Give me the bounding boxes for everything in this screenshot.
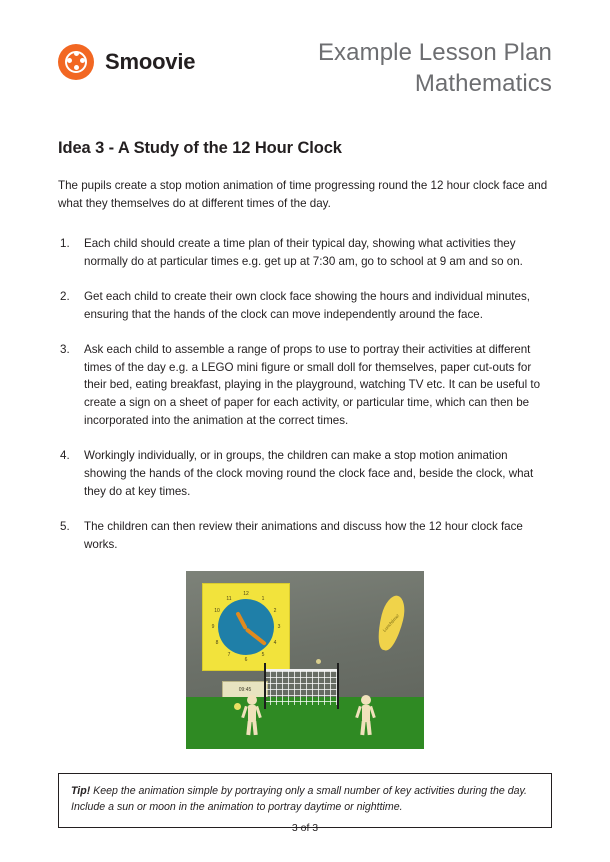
clock-numeral: 7 (227, 652, 231, 659)
clock-numeral: 6 (244, 657, 248, 664)
list-item: Ask each child to assemble a range of props to use to portray their activities at different times of the day e.g. a LEGO mini figure or small doll for themselves, paper cut-outs for their bed, eating breakfast, playing in the playground, watching TV etc. It can be useful to create a sign on a sheet of paper for each activity, or particular time, which can then be incorporated into the animation at the correct times. (84, 342, 541, 428)
figure-wrapper (58, 571, 552, 749)
clock-numeral: 5 (261, 652, 265, 659)
page-header (0, 0, 610, 99)
clock-numeral: 10 (214, 608, 220, 615)
clock-numeral: 12 (243, 591, 249, 598)
clock-numeral: 2 (273, 608, 277, 615)
brand-name: Smoovie (105, 49, 196, 74)
document-title-line1: Example Lesson Plan (317, 39, 552, 66)
clock-numeral: 1 (261, 596, 265, 603)
page-content (0, 139, 610, 749)
tip-box (58, 773, 552, 828)
list-item: Get each child to create their own clock face showing the hours and individual minutes, ensuring that the hands of the clock can move independently around the face. (84, 289, 530, 321)
clock-minute-hand (245, 628, 267, 647)
clock-numeral: 9 (211, 624, 215, 631)
clock-numeral: 3 (277, 624, 281, 631)
lesson-photo (186, 571, 424, 749)
clock-numeral: 11 (226, 596, 232, 603)
list-item: Workingly individually, or in groups, the children can make a stop motion animation showing the hands of the clock moving round the clock face and, beside the clock, what they do at key times. (84, 449, 534, 499)
brand (58, 38, 195, 80)
tip-label: Tip! (71, 785, 91, 798)
clock-numeral: 4 (273, 640, 277, 647)
list-item: Each child should create a time plan of their typical day, showing what activities they normally do at particular times e.g. get up at 7:30 am, go to school at 9 am and so on. (84, 236, 523, 268)
section-title: Idea 3 - A Study of the 12 Hour Clock (58, 139, 342, 158)
net-post-right (337, 663, 339, 709)
page-number: 3 of 3 (291, 822, 319, 834)
banana-label: Lunchtime! (381, 613, 401, 634)
document-title-line2: Mathematics (414, 69, 552, 97)
paper-figure-right (358, 695, 373, 735)
net-post-left (264, 663, 266, 709)
paper-figure-left (244, 695, 259, 735)
clock-card (202, 583, 290, 671)
net (264, 669, 338, 705)
document-title (318, 38, 552, 99)
smoovie-logo-icon (58, 44, 94, 80)
section-intro: The pupils create a stop motion animation of time progressing round the 12 hour clock face and what they themselves do at different times of the day. (58, 179, 548, 211)
time-sign-text: 09:45 (238, 686, 252, 693)
list-item: The children can then review their animations and discuss how the 12 hour clock face works. (84, 520, 523, 552)
clock-numeral: 8 (215, 640, 219, 647)
tip-text: Keep the animation simple by portraying only a small number of key activities during the day. Include a sun or moon in the animation to portray daytime or nighttime. (71, 785, 527, 814)
page-footer (0, 822, 610, 834)
steps-list (58, 235, 552, 555)
